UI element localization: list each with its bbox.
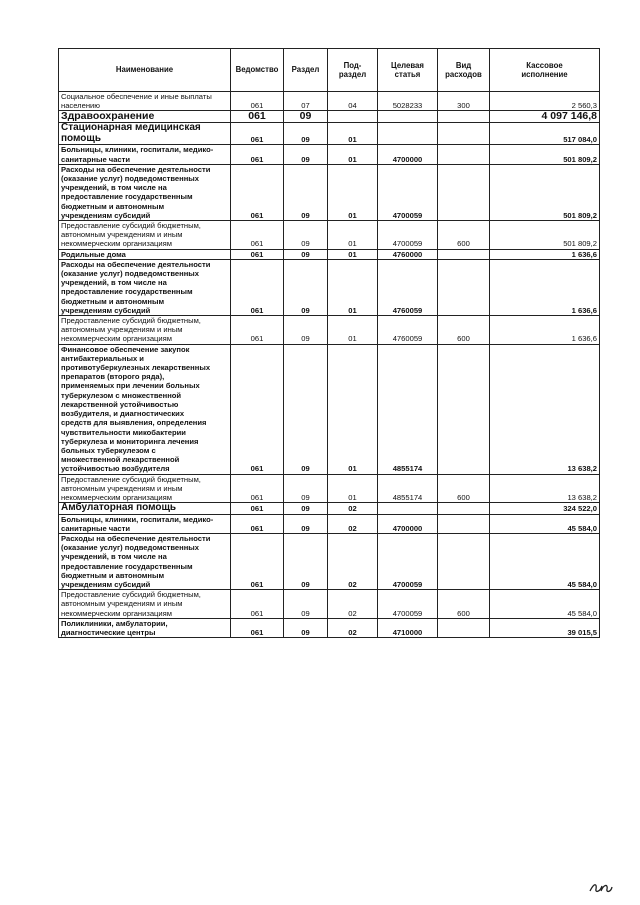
cell-cel: 4700059 <box>378 164 438 220</box>
cell-ved: 061 <box>231 534 284 590</box>
cell-ved: 061 <box>231 259 284 315</box>
header-vid: Вид расходов <box>438 49 490 92</box>
table-row <box>59 503 600 515</box>
table-row <box>59 618 600 637</box>
cell-sum: 517 084,0 <box>490 123 600 145</box>
cell-razd: 09 <box>284 259 328 315</box>
table-row <box>59 92 600 111</box>
cell-sum: 501 809,2 <box>490 164 600 220</box>
cell-vid <box>438 514 490 533</box>
table-row <box>59 316 600 345</box>
cell-vid: 600 <box>438 474 490 503</box>
cell-pod: 02 <box>328 503 378 515</box>
cell-vid <box>438 145 490 164</box>
cell-cel <box>378 503 438 515</box>
cell-sum: 13 638,2 <box>490 344 600 474</box>
cell-name: Предоставление субсидий бюджетным, автономным учреждениям и иным некоммерческим организациям <box>59 221 231 250</box>
cell-razd: 09 <box>284 534 328 590</box>
cell-name: Предоставление субсидий бюджетным, автономным учреждениям и иным некоммерческим организациям <box>59 590 231 619</box>
cell-sum: 1 636,6 <box>490 316 600 345</box>
cell-pod: 02 <box>328 590 378 619</box>
cell-name: Стационарная медицинская помощь <box>59 123 231 145</box>
cell-name: Предоставление субсидий бюджетным, автономным учреждениям и иным некоммерческим организациям <box>59 316 231 345</box>
cell-cel: 4710000 <box>378 618 438 637</box>
cell-sum: 324 522,0 <box>490 503 600 515</box>
cell-cel: 4855174 <box>378 344 438 474</box>
cell-sum: 45 584,0 <box>490 534 600 590</box>
cell-ved: 061 <box>231 316 284 345</box>
cell-vid <box>438 618 490 637</box>
cell-razd: 07 <box>284 92 328 111</box>
cell-pod: 01 <box>328 259 378 315</box>
cell-pod: 01 <box>328 474 378 503</box>
cell-name: Поликлиники, амбулатории, диагностические центры <box>59 618 231 637</box>
cell-cel: 4700000 <box>378 145 438 164</box>
cell-cel: 4760059 <box>378 259 438 315</box>
cell-vid <box>438 344 490 474</box>
table-row <box>59 534 600 590</box>
cell-vid <box>438 111 490 123</box>
page-mark-signature <box>588 880 614 894</box>
cell-razd: 09 <box>284 111 328 123</box>
header-vedomstvo: Ведомство <box>231 49 284 92</box>
cell-ved: 061 <box>231 145 284 164</box>
cell-vid <box>438 164 490 220</box>
cell-name: Амбулаторная помощь <box>59 503 231 515</box>
cell-razd: 09 <box>284 123 328 145</box>
cell-ved: 061 <box>231 92 284 111</box>
cell-cel: 4700000 <box>378 514 438 533</box>
cell-pod <box>328 111 378 123</box>
cell-cel: 4700059 <box>378 221 438 250</box>
cell-razd: 09 <box>284 590 328 619</box>
cell-vid <box>438 259 490 315</box>
header-kassovoe: Кассовое исполнение <box>490 49 600 92</box>
header-name: Наименование <box>59 49 231 92</box>
cell-ved: 061 <box>231 618 284 637</box>
cell-sum: 13 638,2 <box>490 474 600 503</box>
cell-cel: 4760000 <box>378 249 438 259</box>
cell-pod: 02 <box>328 514 378 533</box>
cell-razd: 09 <box>284 503 328 515</box>
cell-name: Больницы, клиники, госпитали, медико- санитарные части <box>59 145 231 164</box>
cell-sum: 501 809,2 <box>490 221 600 250</box>
cell-name: Расходы на обеспечение деятельности (оказание услуг) подведомственных учреждений, в том числе на предоставление государственным бюджетным и автономным учреждениям субсидий <box>59 534 231 590</box>
header-podrazdel: Под- раздел <box>328 49 378 92</box>
cell-name: Здравоохранение <box>59 111 231 123</box>
cell-ved: 061 <box>231 221 284 250</box>
cell-cel <box>378 111 438 123</box>
table-row <box>59 123 600 145</box>
cell-vid <box>438 534 490 590</box>
cell-vid: 600 <box>438 590 490 619</box>
cell-pod: 04 <box>328 92 378 111</box>
cell-vid: 600 <box>438 316 490 345</box>
cell-razd: 09 <box>284 164 328 220</box>
header-celevaya: Целевая статья <box>378 49 438 92</box>
cell-sum: 45 584,0 <box>490 590 600 619</box>
cell-sum: 1 636,6 <box>490 249 600 259</box>
table-row <box>59 344 600 474</box>
cell-name: Родильные дома <box>59 249 231 259</box>
cell-pod: 02 <box>328 534 378 590</box>
cell-sum: 45 584,0 <box>490 514 600 533</box>
cell-razd: 09 <box>284 316 328 345</box>
table-row <box>59 164 600 220</box>
cell-vid <box>438 123 490 145</box>
cell-cel: 4700059 <box>378 590 438 619</box>
cell-cel <box>378 123 438 145</box>
cell-name: Социальное обеспечение и иные выплаты населению <box>59 92 231 111</box>
cell-razd: 09 <box>284 514 328 533</box>
cell-razd: 09 <box>284 618 328 637</box>
cell-name: Финансовое обеспечение закупок антибактериальных и противотуберкулезных лекарственных препаратов (второго ряда), применяемых при лечении больных туберкулезом с множественной лекарственной устойчивостью возбудителя, и диагностических средств для выявления, определения чувствительности микобактерии туберкулеза и мониторинга лечения больных туберкулезом с множественной лекарственной устойчивостью возбудителя <box>59 344 231 474</box>
cell-pod: 01 <box>328 221 378 250</box>
cell-ved: 061 <box>231 503 284 515</box>
table-row <box>59 514 600 533</box>
table-row <box>59 249 600 259</box>
table-row <box>59 111 600 123</box>
cell-pod: 01 <box>328 145 378 164</box>
table-header <box>59 49 600 92</box>
table-row <box>59 590 600 619</box>
cell-name: Больницы, клиники, госпитали, медико- санитарные части <box>59 514 231 533</box>
cell-pod: 01 <box>328 344 378 474</box>
budget-table <box>58 48 600 638</box>
cell-cel: 5028233 <box>378 92 438 111</box>
table-body <box>59 92 600 638</box>
table-row <box>59 145 600 164</box>
cell-ved: 061 <box>231 514 284 533</box>
cell-pod: 02 <box>328 618 378 637</box>
header-razdel: Раздел <box>284 49 328 92</box>
cell-ved: 061 <box>231 111 284 123</box>
cell-sum: 2 560,3 <box>490 92 600 111</box>
cell-name: Расходы на обеспечение деятельности (оказание услуг) подведомственных учреждений, в том числе на предоставление государственным бюджетным и автономным учреждениям субсидий <box>59 259 231 315</box>
cell-pod: 01 <box>328 164 378 220</box>
cell-sum: 1 636,6 <box>490 259 600 315</box>
cell-ved: 061 <box>231 590 284 619</box>
cell-ved: 061 <box>231 123 284 145</box>
cell-name: Предоставление субсидий бюджетным, автономным учреждениям и иным некоммерческим организациям <box>59 474 231 503</box>
cell-cel: 4760059 <box>378 316 438 345</box>
cell-ved: 061 <box>231 164 284 220</box>
cell-razd: 09 <box>284 249 328 259</box>
cell-cel: 4855174 <box>378 474 438 503</box>
cell-sum: 4 097 146,8 <box>490 111 600 123</box>
cell-pod: 01 <box>328 123 378 145</box>
cell-vid <box>438 249 490 259</box>
cell-razd: 09 <box>284 344 328 474</box>
cell-name: Расходы на обеспечение деятельности (оказание услуг) подведомственных учреждений, в том числе на предоставление государственным бюджетным и автономным учреждениям субсидий <box>59 164 231 220</box>
cell-pod: 01 <box>328 249 378 259</box>
cell-razd: 09 <box>284 145 328 164</box>
table-row <box>59 259 600 315</box>
cell-vid <box>438 503 490 515</box>
cell-vid: 600 <box>438 221 490 250</box>
cell-pod: 01 <box>328 316 378 345</box>
cell-cel: 4700059 <box>378 534 438 590</box>
cell-sum: 39 015,5 <box>490 618 600 637</box>
table-row <box>59 474 600 503</box>
cell-vid: 300 <box>438 92 490 111</box>
table-row <box>59 221 600 250</box>
cell-ved: 061 <box>231 344 284 474</box>
cell-ved: 061 <box>231 474 284 503</box>
cell-razd: 09 <box>284 474 328 503</box>
cell-razd: 09 <box>284 221 328 250</box>
cell-ved: 061 <box>231 249 284 259</box>
cell-sum: 501 809,2 <box>490 145 600 164</box>
